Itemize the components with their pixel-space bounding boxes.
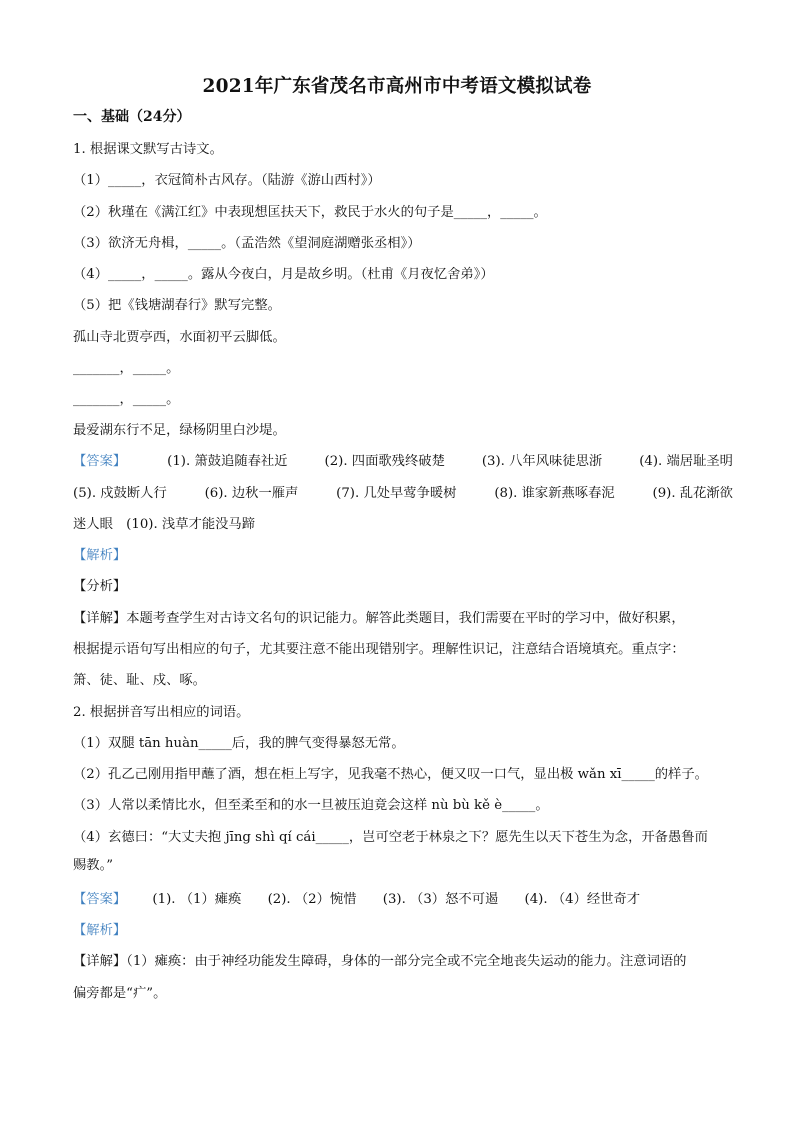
answer-item: (7). 几处早莺争暖树 — [336, 486, 457, 501]
question-1-item: （4）_____，_____。露从今夜白，月是故乡明。（杜甫《月夜忆舍弟》） — [73, 267, 494, 282]
detail-tag: 【详解】 — [73, 611, 127, 626]
jiexi-tag: 【解析】 — [73, 548, 127, 563]
question-1-item: （5）把《钱塘湖春行》默写完整。 — [73, 298, 281, 313]
section-heading: 一、基础（24分） — [73, 109, 191, 125]
answer-item: (2). 四面歌残终破楚 — [324, 454, 445, 469]
jiexi-tag: 【解析】 — [73, 923, 127, 938]
fenxi-tag: 【分析】 — [73, 579, 127, 594]
detail-line — [73, 953, 733, 971]
answer-item: (4). 端居耻圣明 — [639, 454, 733, 469]
detail-line — [73, 610, 733, 628]
question-1-item: （2）秋瑾在《满江红》中表现想匡扶天下，救民于水火的句子是_____，_____。 — [73, 205, 547, 220]
detail-tag: 【详解】 — [73, 954, 127, 969]
answer-item: (3). （3）怒不可遏 — [382, 892, 499, 907]
answer-item: (2). （2）惋惜 — [267, 892, 357, 907]
question-1-stem: 1. 根据课文默写古诗文。 — [73, 142, 223, 157]
detail-text: 本题考查学生对古诗文名句的识记能力。解答此类题目，我们需要在平时的学习中，做好积累， — [126, 611, 685, 626]
poem-blank-line: _______，_____。 — [73, 392, 180, 407]
answer-item: (1). 箫鼓追随春社近 — [167, 454, 288, 469]
answer-item: (9). 乱花渐欲 — [652, 486, 733, 501]
answer-item: (5). 戍鼓断人行 — [73, 486, 167, 501]
answer-row — [73, 453, 733, 471]
answer-item: (1). （1）瘫痪 — [152, 892, 242, 907]
answer-row — [73, 485, 733, 503]
detail-line: 偏旁都是“疒”。 — [73, 986, 167, 1001]
question-2-item: （4）玄德曰：“大丈夫抱 jīng shì qí cái_____，岂可空老于林泉之下？愿先生以天下苍生为念，开备愚鲁而 — [73, 830, 708, 845]
poem-line: 孤山寺北贾亭西，水面初平云脚低。 — [73, 330, 286, 345]
question-2-item: （1）双腿 tān huàn_____后，我的脾气变得暴怒无常。 — [73, 736, 405, 751]
question-1-item: （1）_____，衣冠简朴古风存。（陆游《游山西村》） — [73, 173, 381, 188]
answer-item: (6). 边秋一雁声 — [204, 486, 299, 501]
answer-row — [73, 891, 733, 909]
answer-row: 迷人眼 (10). 浅草才能没马蹄 — [73, 517, 256, 532]
question-2-item: （3）人常以柔情比水，但至柔至和的水一旦被压迫竟会这样 nù bù kě è_____。 — [73, 798, 549, 813]
detail-line: 箫、徒、耻、戍、啄。 — [73, 673, 206, 688]
detail-line: 根据提示语句写出相应的句子，尤其要注意不能出现错别字。理解性识记，注意结合语境填充。重点字： — [73, 642, 685, 657]
answer-tag: 【答案】 — [73, 892, 127, 907]
page-title: 2021年广东省茂名市高州市中考语文模拟试卷 — [202, 76, 592, 97]
answer-item: (3). 八年风味徒思浙 — [481, 454, 603, 469]
question-1-item: （3）欲济无舟楫，_____。（孟浩然《望洞庭湖赠张丞相》） — [73, 236, 421, 251]
poem-line: 最爱湖东行不足，绿杨阴里白沙堤。 — [73, 423, 286, 438]
answer-item: (4). （4）经世奇才 — [524, 892, 641, 907]
question-2-item: （2）孔乙己刚用指甲蘸了酒，想在柜上写字，见我毫不热心，便又叹一口气，显出极 wǎn xī_____的样子。 — [73, 767, 708, 782]
answer-tag: 【答案】 — [73, 454, 127, 469]
poem-blank-line: _______，_____。 — [73, 361, 180, 376]
question-2-item: 赐教。” — [73, 858, 114, 873]
detail-text: （1）瘫痪：由于神经功能发生障碍，身体的一部分完全或不完全地丧失运动的能力。注意词语的 — [126, 954, 687, 969]
question-2-stem: 2. 根据拼音写出相应的词语。 — [73, 705, 250, 720]
answer-item: (8). 谁家新燕啄春泥 — [494, 486, 615, 501]
